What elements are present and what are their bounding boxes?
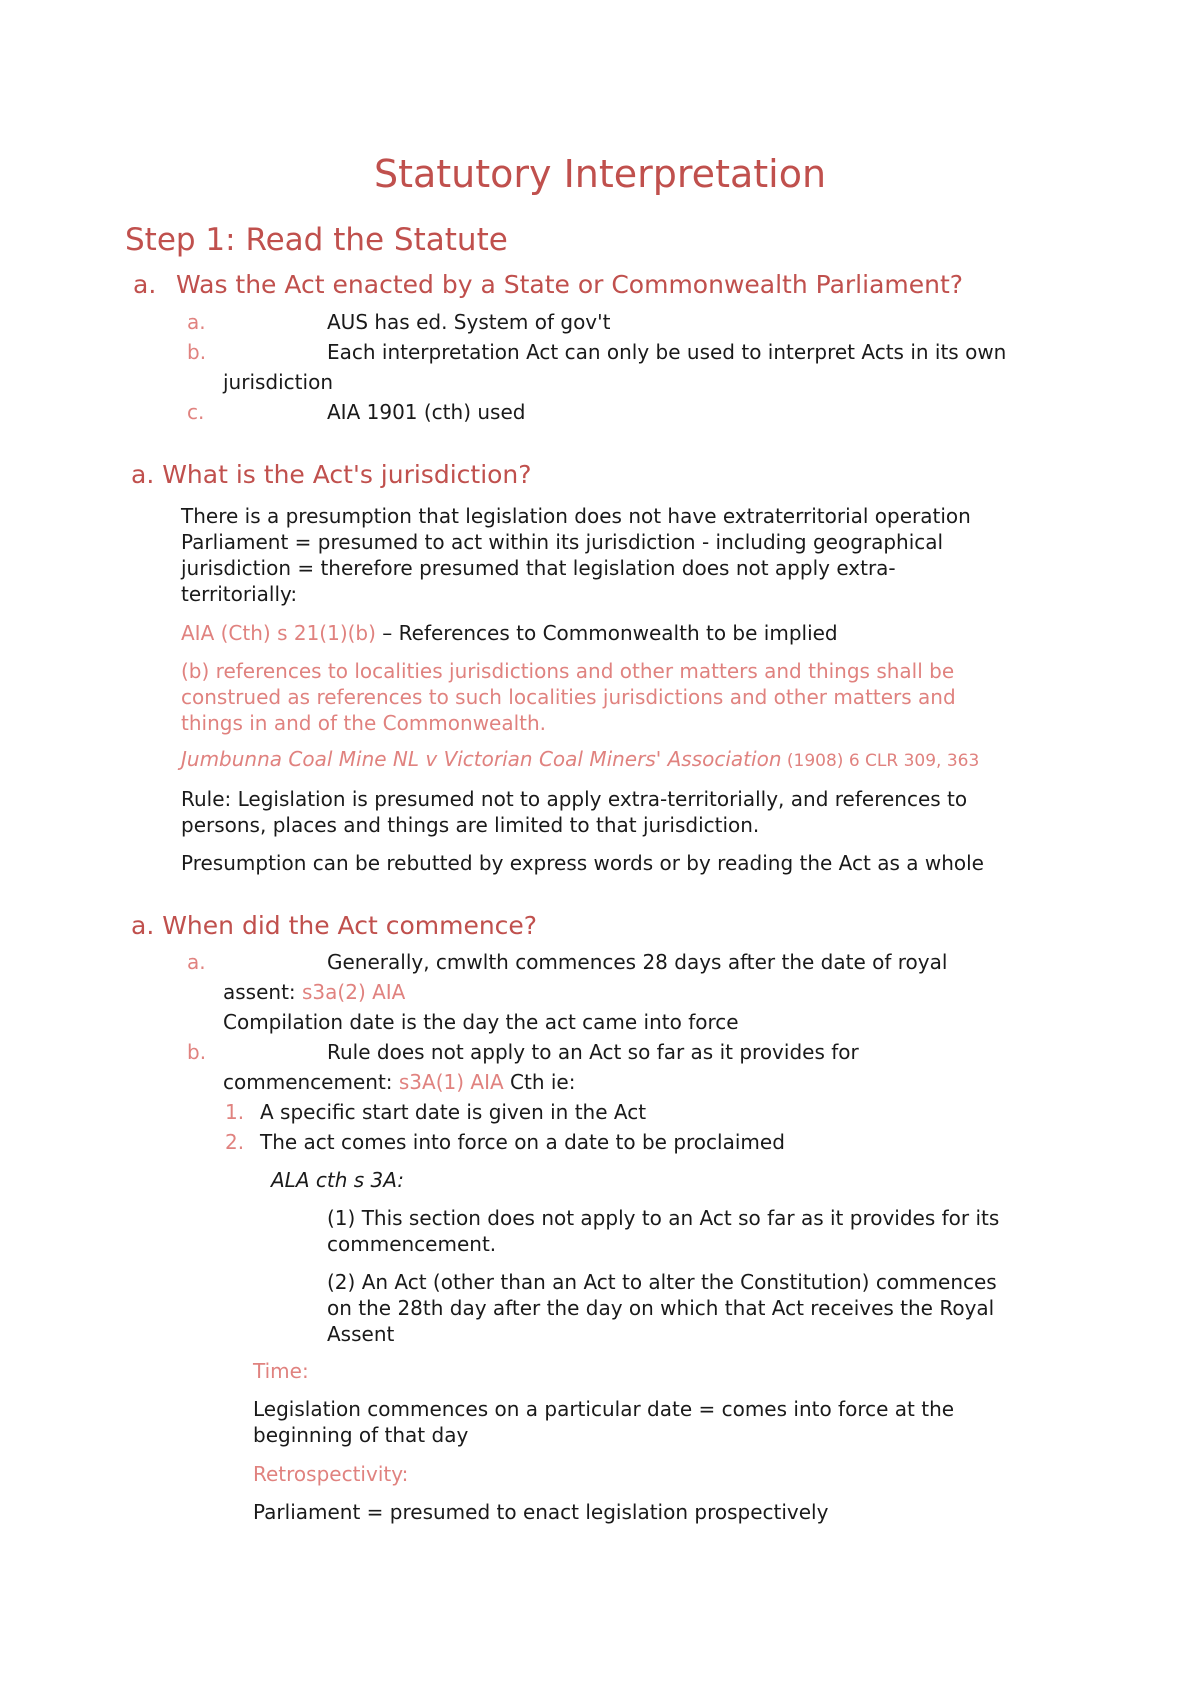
retrospectivity-text: Parliament = presumed to enact legislation prospectively: [253, 1500, 829, 1524]
step-heading: Step 1: Read the Statute: [125, 222, 508, 258]
rule-paragraph: [181, 786, 967, 838]
text-line: commencement.: [327, 1232, 497, 1256]
text-line: construed as references to such localities jurisdictions and other matters and: [181, 685, 956, 709]
list-item-marker: c.: [187, 400, 205, 424]
case-name: Jumbunna Coal Mine NL v Victorian Coal Miners' Association: [181, 747, 782, 771]
list-item: Rule does not apply to an Act so far as it provides for: [327, 1040, 859, 1064]
numbered-marker: 2.: [225, 1130, 245, 1154]
reference-text: – References to Commonwealth to be implied: [375, 621, 838, 645]
case-reference: (1908) 6 CLR 309, 363: [781, 751, 980, 771]
text-line: Rule: Legislation is presumed not to apply extra-territorially, and references to: [181, 787, 968, 811]
numbered-item: A specific start date is given in the Act: [260, 1100, 647, 1124]
statute-quote: [181, 658, 956, 736]
statute-citation: s3A(1) AIA: [398, 1070, 504, 1094]
continuation-text: commencement:: [223, 1070, 399, 1094]
statute-citation: AIA (Cth) s 21(1)(b): [181, 621, 376, 645]
text-line: Legislation commences on a particular date = comes into force at the: [253, 1397, 955, 1421]
text-line: on the 28th day after the day on which that Act receives the Royal: [327, 1296, 995, 1320]
page-title: Statutory Interpretation: [373, 152, 827, 196]
text-line: (1) This section does not apply to an Act so far as it provides for its: [327, 1206, 1000, 1230]
section-a-heading: Was the Act enacted by a State or Commonwealth Parliament?: [176, 270, 964, 299]
text-line: persons, places and things are limited to that jurisdiction.: [181, 813, 760, 837]
text-line: beginning of that day: [253, 1423, 469, 1447]
text-line: jurisdiction = therefore presumed that legislation does not apply extra-: [181, 556, 896, 580]
list-item-marker: b.: [187, 1040, 207, 1064]
list-item-continuation: [223, 1069, 575, 1095]
subsection-2: [327, 1269, 997, 1347]
text-line: things in and of the Commonwealth.: [181, 711, 547, 735]
text-line: (2) An Act (other than an Act to alter the Constitution) commences: [327, 1270, 997, 1294]
list-item-continuation: jurisdiction: [223, 370, 333, 394]
case-citation: [181, 746, 979, 774]
presumption-note: Presumption can be rebutted by express words or by reading the Act as a whole: [181, 851, 984, 875]
subsection-1: [327, 1205, 999, 1257]
section-a-marker: a.: [133, 270, 157, 299]
list-item-marker: b.: [187, 340, 207, 364]
list-item-marker: a.: [187, 950, 206, 974]
numbered-marker: 1.: [225, 1100, 245, 1124]
text-line: There is a presumption that legislation does not have extraterritorial operation: [181, 504, 971, 528]
list-item: AUS has ed. System of gov't: [327, 310, 611, 334]
ala-label: ALA cth s 3A:: [271, 1168, 405, 1192]
list-item-continuation: [223, 979, 405, 1005]
list-item-marker: a.: [187, 310, 206, 334]
paragraph-presumption: [181, 503, 971, 607]
text-line: territorially:: [181, 582, 298, 606]
retrospectivity-label: Retrospectivity:: [253, 1462, 409, 1486]
text-line: (b) references to localities jurisdictions and other matters and things shall be: [181, 659, 955, 683]
list-item-note: Compilation date is the day the act came into force: [223, 1010, 739, 1034]
numbered-item: The act comes into force on a date to be proclaimed: [260, 1130, 785, 1154]
list-item: AIA 1901 (cth) used: [327, 400, 526, 424]
statute-citation: s3a(2) AIA: [302, 980, 406, 1004]
list-item: Each interpretation Act can only be used to interpret Acts in its own: [327, 340, 1007, 364]
reference-line: [181, 620, 838, 646]
continuation-text: Cth ie:: [503, 1070, 576, 1094]
time-paragraph: [253, 1396, 954, 1448]
text-line: Parliament = presumed to act within its jurisdiction - including geographical: [181, 530, 944, 554]
section-c-heading: a. When did the Act commence?: [131, 911, 538, 940]
text-line: Assent: [327, 1322, 395, 1346]
list-item: Generally, cmwlth commences 28 days after the date of royal: [327, 950, 948, 974]
time-label: Time:: [253, 1359, 309, 1383]
section-b-heading: a. What is the Act's jurisdiction?: [131, 460, 532, 489]
continuation-text: assent:: [223, 980, 303, 1004]
